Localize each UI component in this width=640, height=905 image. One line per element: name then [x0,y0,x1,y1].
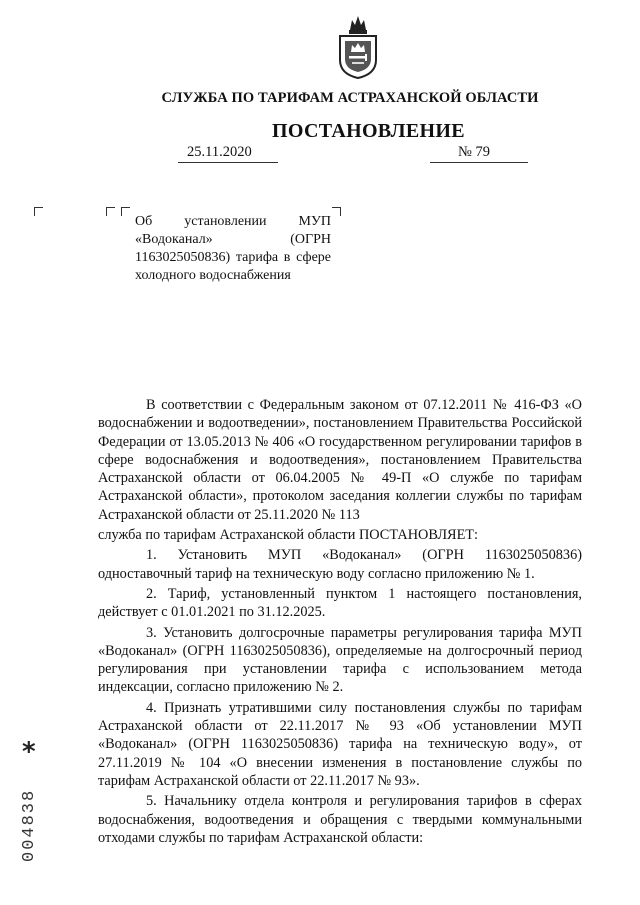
number-underline [430,162,528,163]
item-paragraph: 2. Тариф, установленный пунктом 1 настоящего постановления, действует с 01.01.2021 по 31.12.2025. [98,585,582,621]
margin-document-id: 004838 [20,788,39,862]
subject-heading: Об установлении МУП «Водоканал» (ОГРН 1163025050836) тарифа в сфере холодного водоснабжения [135,214,331,283]
item-paragraph: 4. Признать утратившими силу постановления службы по тарифам Астраханской области от 22.11.2017 № 93 «Об установлении МУП «Водоканал» (ОГРН 1163025050836) тарифа на техническую воду», от 27.11.2019 № 104 «О внесении изменения в постановление службы по тарифам Астраханской области от 22.11.2017 № 93». [98,699,582,789]
document-type: ПОСТАНОВЛЕНИЕ [272,120,465,142]
agency-name: СЛУЖБА ПО ТАРИФАМ АСТРАХАНСКОЙ ОБЛАСТИ [161,90,539,106]
margin-asterisk: * [22,737,36,767]
resolution-line: служба по тарифам Астраханской области ПОСТАНОВЛЯЕТ: [98,527,479,544]
document-body [98,396,582,849]
item-paragraph: 3. Установить долгосрочные параметры регулирования тарифа МУП «Водоканал» (ОГРН 1163025050836), определяемые на долгосрочный период регулирования при установлении тарифа с использованием метода индексации, согласно приложению № 2. [98,624,582,696]
document-date: 25.11.2020 [187,144,252,160]
item-paragraph: 5. Начальнику отдела контроля и регулирования тарифов в сферах водоснабжения, водоотведения и обращения с твердыми коммунальными отходами службы по тарифам Астраханской области: [98,793,582,846]
document-number: № 79 [458,144,490,160]
coat-of-arms-icon [336,12,380,80]
preamble-paragraph: В соответствии с Федеральным законом от 07.12.2011 № 416-ФЗ «О водоснабжении и водоотведении», постановлением Правительства Российской Федерации от 13.05.2013 № 406 «О государственном регулировании тарифов в сфере водоснабжения и водоотведения», постановлением Правительства Астраханской области от 06.04.2005 № 49-П «О службе по тарифам Астраханской области», протоколом заседания коллегии службы по тарифам Астраханской области от 25.11.2020 № 113 [98,397,582,523]
corner-mark [106,207,115,216]
corner-mark [34,207,43,216]
corner-mark [121,207,130,216]
date-underline [178,162,278,163]
item-paragraph: 1. Установить МУП «Водоканал» (ОГРН 1163025050836) одноставочный тариф на техническую воду согласно приложению № 1. [98,547,582,582]
corner-mark [332,207,341,216]
